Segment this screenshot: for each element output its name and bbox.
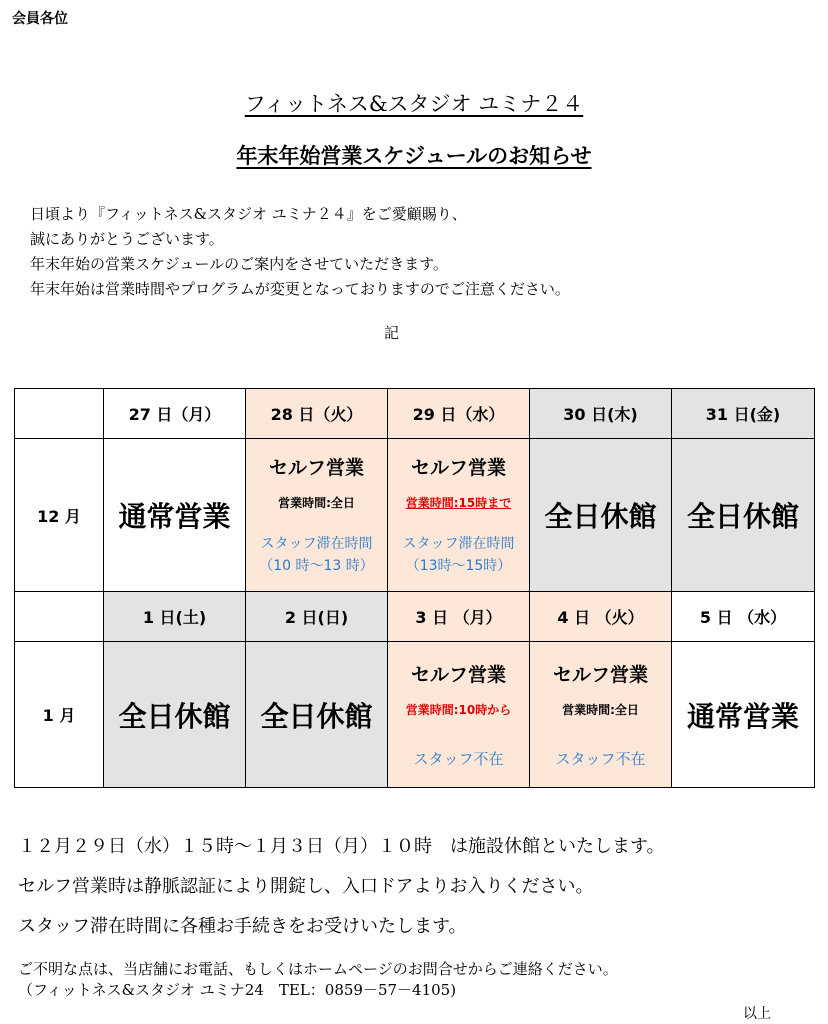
staff-absent: スタッフ不在 xyxy=(413,750,504,768)
self-service-label: セルフ営業 xyxy=(410,457,506,479)
corner-cell xyxy=(15,592,104,642)
intro-line: 誠にありがとうございます。 xyxy=(30,230,224,248)
status-closed: 全日休館 xyxy=(544,500,657,533)
staff-absent: スタッフ不在 xyxy=(555,750,646,768)
cell-dec30 xyxy=(530,439,672,592)
status-normal: 通常営業 xyxy=(686,699,799,733)
note-contact: ご不明な点は、当店舗にお電話、もしくはホームページのお問合せからご連絡ください。 xyxy=(18,960,618,978)
cell-jan3 xyxy=(388,642,530,788)
day-header-dec30: 30 日(木) xyxy=(530,389,672,439)
cell-dec29 xyxy=(388,439,530,592)
day-header-dec31: 31 日(金) xyxy=(672,389,815,439)
cell-jan1 xyxy=(104,642,246,788)
day-header-dec27: 27 日（月） xyxy=(104,389,246,439)
hours-text: 営業時間:15時まで xyxy=(405,496,512,510)
cell-jan4 xyxy=(530,642,672,788)
note-staff-hours: スタッフ滞在時間に各種お手続きをお受けいたします。 xyxy=(18,916,467,937)
month-label-jan: 1 月 xyxy=(15,642,104,788)
month-label-dec: 12 月 xyxy=(15,439,104,592)
day-header-jan3: 3 日 （月） xyxy=(388,592,530,642)
corner-cell xyxy=(15,389,104,439)
intro-paragraph xyxy=(30,202,570,302)
staff-label: スタッフ滞在時間 xyxy=(402,536,515,552)
day-header-dec28: 28 日（火） xyxy=(246,389,388,439)
self-service-label: セルフ営業 xyxy=(268,457,364,479)
closing-mark: 以上 xyxy=(743,1006,771,1022)
note-closure-period: １２月２９日（水）１５時～１月３日（月）１０時 は施設休館といたします。 xyxy=(18,836,665,857)
staff-hours xyxy=(388,533,529,577)
cell-jan2 xyxy=(246,642,388,788)
cell-jan5 xyxy=(672,642,815,788)
jan-body-row xyxy=(15,642,815,788)
addressee: 会員各位 xyxy=(12,11,68,27)
jan-header-row xyxy=(15,592,815,642)
page-title: フィットネス&スタジオ ユミナ２４ xyxy=(244,92,584,116)
day-header-jan5: 5 日 （水） xyxy=(672,592,815,642)
dec-header-row xyxy=(15,389,815,439)
page-subtitle: 年末年始営業スケジュールのお知らせ xyxy=(236,144,592,168)
day-header-jan2: 2 日(日) xyxy=(246,592,388,642)
status-closed: 全日休館 xyxy=(118,699,231,733)
self-service-label: セルフ営業 xyxy=(552,664,648,686)
hours-text: 営業時間:全日 xyxy=(278,496,355,510)
day-header-jan4: 4 日 （火） xyxy=(530,592,672,642)
cell-dec31 xyxy=(672,439,815,592)
note-self-service: セルフ営業時は静脈認証により開錠し、入口ドアよりお入りください。 xyxy=(18,876,594,897)
cell-dec27 xyxy=(104,439,246,592)
hours-text: 営業時間:全日 xyxy=(562,703,639,717)
self-service-label: セルフ営業 xyxy=(410,664,506,686)
note-phone: （フィットネス&スタジオ ユミナ24 TEL：0859－57－4105) xyxy=(18,981,457,999)
staff-label: スタッフ滞在時間 xyxy=(260,536,373,552)
hours-text: 営業時間:10時から xyxy=(405,703,512,717)
status-closed: 全日休館 xyxy=(260,699,373,733)
status-closed: 全日休館 xyxy=(686,500,799,533)
intro-line: 年末年始の営業スケジュールのご案内をさせていただきます。 xyxy=(30,255,448,273)
schedule-table xyxy=(14,388,815,788)
cell-dec28 xyxy=(246,439,388,592)
day-header-jan1: 1 日(土) xyxy=(104,592,246,642)
intro-line: 日頃より『フィットネス&スタジオ ユミナ２４』をご愛顧賜り、 xyxy=(30,205,467,223)
staff-time: （10 時～13 時） xyxy=(259,558,374,574)
ki-marker: 記 xyxy=(384,324,400,342)
status-normal: 通常営業 xyxy=(118,500,231,533)
day-header-dec29: 29 日（水） xyxy=(388,389,530,439)
staff-time: （13時～15時） xyxy=(405,558,512,574)
dec-body-row xyxy=(15,439,815,592)
staff-hours xyxy=(246,533,387,577)
intro-line: 年末年始は営業時間やプログラムが変更となっておりますのでご注意ください。 xyxy=(30,280,570,298)
